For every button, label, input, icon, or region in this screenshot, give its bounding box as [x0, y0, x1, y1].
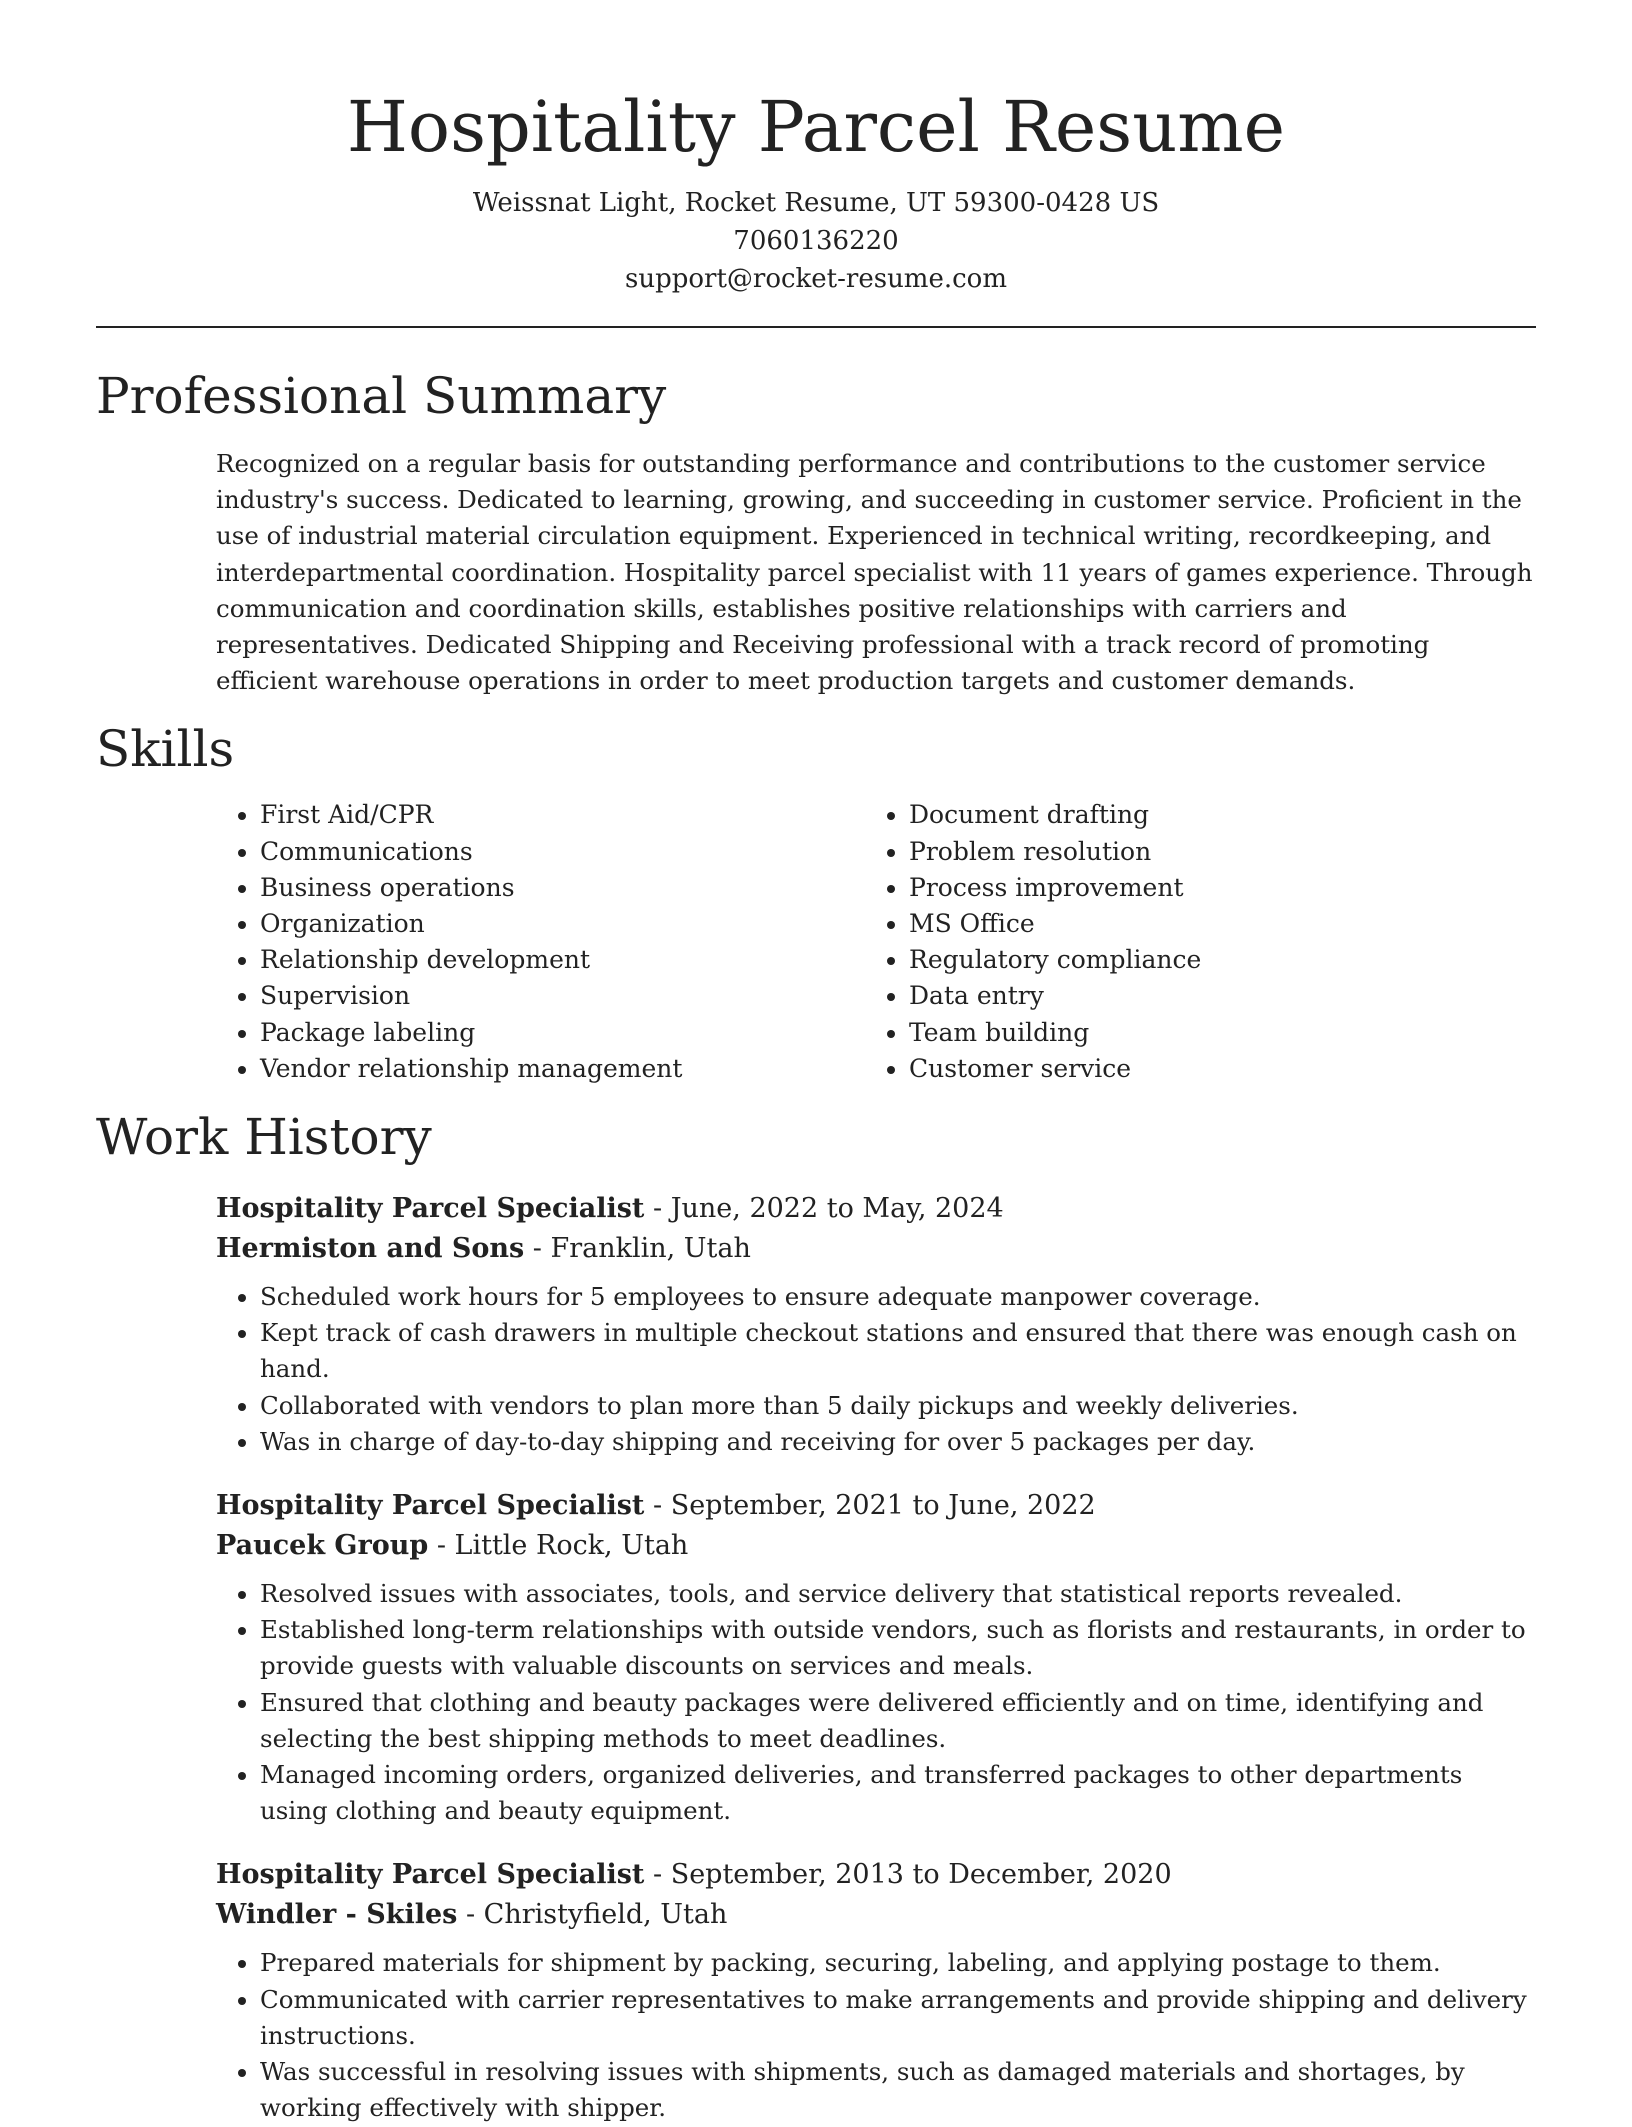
skill-item: • Vendor relationship management: [260, 1051, 865, 1087]
job-company-line: [216, 1229, 1536, 1269]
skills-column-left: [216, 797, 865, 1087]
contact-address: Weissnat Light, Rocket Resume, UT 59300-0428 US: [472, 188, 1160, 218]
contact-email: support@rocket-resume.com: [624, 264, 1007, 294]
job-dates: - June, 2022 to May, 2024: [644, 1193, 1004, 1225]
skill-item: • Regulatory compliance: [909, 942, 1514, 978]
job-bullet: • Scheduled work hours for 5 employees to ensure adequate manpower coverage.: [260, 1279, 1536, 1315]
job-dates: - September, 2013 to December, 2020: [644, 1859, 1172, 1891]
job-role: Hospitality Parcel Specialist: [216, 1490, 645, 1522]
skill-item: • First Aid/CPR: [260, 797, 865, 833]
contact-block: [96, 184, 1536, 298]
job-bullet: • Communicated with carrier representatives to make arrangements and provide shipping and delivery instructions.: [260, 1982, 1536, 2054]
job-company-line: [216, 1895, 1536, 1935]
job-bullet: • Was in charge of day-to-day shipping and receiving for over 5 packages per day.: [260, 1424, 1536, 1460]
summary-text: Recognized on a regular basis for outstanding performance and contributions to the customer service industry's success. Dedicated to learning, growing, and succeeding in customer service. Proficient in the use of industrial material circulation equipment. Experienced in technical writing, recordkeeping, and interdepartmental coordination. Hospitality parcel specialist with 11 years of games experience. Through communication and coordination skills, establishes positive relationships with carriers and representatives. Dedicated Shipping and Receiving professional with a track record of promoting efficient warehouse operations in order to meet production targets and customer demands.: [216, 449, 1533, 696]
job-bullet: • Collaborated with vendors to plan more than 5 daily pickups and weekly deliveries.: [260, 1388, 1536, 1424]
job-location: - Little Rock, Utah: [428, 1530, 689, 1562]
resume-name: Hospitality Parcel Resume: [346, 86, 1286, 168]
job-role: Hospitality Parcel Specialist: [216, 1859, 645, 1891]
job-company-line: [216, 1526, 1536, 1566]
resume-page: [96, 0, 1536, 2127]
job-bullets: [216, 1945, 1536, 2126]
skill-item: • Problem resolution: [909, 834, 1514, 870]
job-title-line: [216, 1189, 1536, 1229]
section-title-skills: Skills: [96, 720, 235, 779]
job-bullets: [216, 1279, 1536, 1460]
skill-item: • Relationship development: [260, 942, 865, 978]
skills-column-right: [865, 797, 1514, 1087]
job-title-line: [216, 1855, 1536, 1895]
header-divider: [96, 326, 1536, 328]
job-bullets: [216, 1576, 1536, 1829]
resume-header: [96, 0, 1536, 298]
job-bullet: • Kept track of cash drawers in multiple checkout stations and ensured that there was enough cash on hand.: [260, 1315, 1536, 1387]
skill-item: • MS Office: [909, 906, 1514, 942]
skill-item: • Process improvement: [909, 870, 1514, 906]
skill-item: • Data entry: [909, 978, 1514, 1014]
job-company: Hermiston and Sons: [216, 1233, 525, 1265]
job-bullet: • Resolved issues with associates, tools, and service delivery that statistical reports revealed.: [260, 1576, 1536, 1612]
skill-item: • Team building: [909, 1015, 1514, 1051]
job-location: - Christyfield, Utah: [457, 1899, 728, 1931]
job-dates: - September, 2021 to June, 2022: [644, 1490, 1096, 1522]
skill-item: • Communications: [260, 834, 865, 870]
contact-phone: 7060136220: [733, 226, 899, 256]
job-bullet: • Managed incoming orders, organized deliveries, and transferred packages to other departments using clothing and beauty equipment.: [260, 1757, 1536, 1829]
job-company: Windler - Skiles: [216, 1899, 458, 1931]
job-entry: [216, 1486, 1536, 1829]
skill-item: • Business operations: [260, 870, 865, 906]
skill-item: • Supervision: [260, 978, 865, 1014]
job-bullet: • Ensured that clothing and beauty packages were delivered efficiently and on time, identifying and selecting the best shipping methods to meet deadlines.: [260, 1685, 1536, 1757]
job-entry: [216, 1855, 1536, 2126]
skills-list: [216, 797, 1536, 1087]
job-bullet: • Was successful in resolving issues with shipments, such as damaged materials and shortages, by working effectively with shipper.: [260, 2054, 1536, 2126]
job-role: Hospitality Parcel Specialist: [216, 1193, 645, 1225]
job-entry: [216, 1189, 1536, 1460]
skill-item: • Package labeling: [260, 1015, 865, 1051]
section-title-summary: Professional Summary: [96, 367, 667, 425]
job-location: - Franklin, Utah: [524, 1233, 751, 1265]
skill-item: • Organization: [260, 906, 865, 942]
section-title-work-history: Work History: [96, 1108, 432, 1167]
job-title-line: [216, 1486, 1536, 1526]
job-bullet: • Established long-term relationships with outside vendors, such as florists and restaurants, in order to provide guests with valuable discounts on services and meals.: [260, 1612, 1536, 1684]
skill-item: • Customer service: [909, 1051, 1514, 1087]
skill-item: • Document drafting: [909, 797, 1514, 833]
job-bullet: • Prepared materials for shipment by packing, securing, labeling, and applying postage to them.: [260, 1945, 1536, 1981]
job-company: Paucek Group: [216, 1530, 429, 1562]
